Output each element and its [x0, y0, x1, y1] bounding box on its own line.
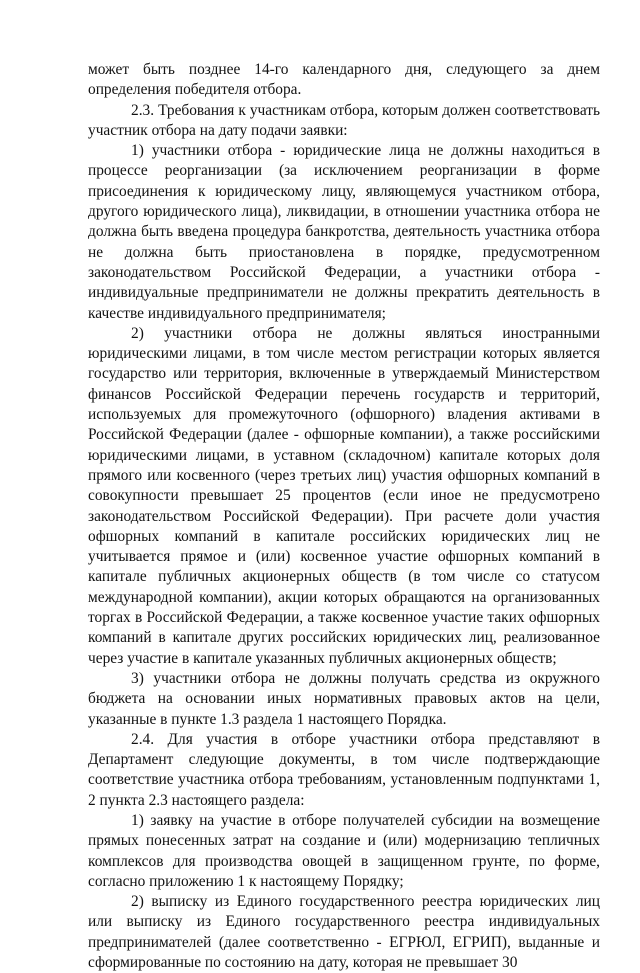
paragraph-item-3-budget: 3) участники отбора не должны получать средства из окружного бюджета на основании иных нормативных правовых актов на цели, указанные в пункте 1.3 раздела 1 настоящего Порядка. — [88, 669, 600, 728]
paragraph-continuation: может быть позднее 14-го календарного дня, следующего за днем определения победителя отбора. — [88, 61, 600, 99]
paragraph-2-4-documents: 2.4. Для участия в отборе участники отбора представляют в Департамент следующие документы, в том числе подтверждающие соответствие участника отбора требованиям, установленным подпунктами 1, 2 пункта 2.3 настоящего раздела: — [88, 730, 600, 809]
paragraph-item-2-offshore: 2) участники отбора не должны являться иностранными юридическими лицами, в том числе местом регистрации которых является государство или территория, включенные в утверждаемый Министерством финансов Российской Федерации перечень государств и территорий, используемых для промежуточного (офшорного) владения активами в Российской Федерации (далее - офшорные компании), а также российскими юридическими лицами, в уставном (складочном) капитале которых доля прямого или косвенного (через третьих лиц) участия офшорных компаний в совокупности превышает 25 процентов (если иное не предусмотрено законодательством Российской Федерации). При расчете доли участия офшорных компаний в капитале российских юридических лиц не учитывается прямое и (или) косвенное участие офшорных компаний в капитале публичных акционерных обществ (в том числе со статусом международной компании), акции которых обращаются на организованных торгах в Российской Федерации, а также косвенное участие таких офшорных компаний в капитале других российских юридических лиц, реализованное через участие в капитале указанных публичных акционерных обществ; — [88, 324, 600, 667]
paragraph-doc-1-application: 1) заявку на участие в отборе получателей субсидии на возмещение прямых понесенных затрат на создание и (или) модернизацию тепличных комплексов для производства овощей в защищенном грунте, по форме, согласно приложению 1 к настоящему Порядку; — [88, 811, 600, 890]
document-body — [88, 60, 600, 973]
paragraph-doc-2-extract: 2) выписку из Единого государственного реестра юридических лиц или выписку из Единого государственного реестра индивидуальных предпринимателей (далее соответственно - ЕГРЮЛ, ЕГРИП), выданные и сформированные по состоянию на дату, которая не превышает 30 — [88, 893, 600, 972]
paragraph-item-1-reorganization: 1) участники отбора - юридические лица не должны находиться в процессе реорганизации (за исключением реорганизации в форме присоединения к юридическому лицу, являющемуся участником отбора, другого юридического лица), ликвидации, в отношении участника отбора не должна быть введена процедура банкротства, деятельность участника отбора не должна быть приостановлена в порядке, предусмотренном законодательством Российской Федерации, а участники отбора - индивидуальные предприниматели не должны прекратить деятельность в качестве индивидуального предпринимателя; — [88, 142, 600, 322]
paragraph-2-3-requirements: 2.3. Требования к участникам отбора, которым должен соответствовать участник отбора на дату подачи заявки: — [88, 101, 600, 139]
